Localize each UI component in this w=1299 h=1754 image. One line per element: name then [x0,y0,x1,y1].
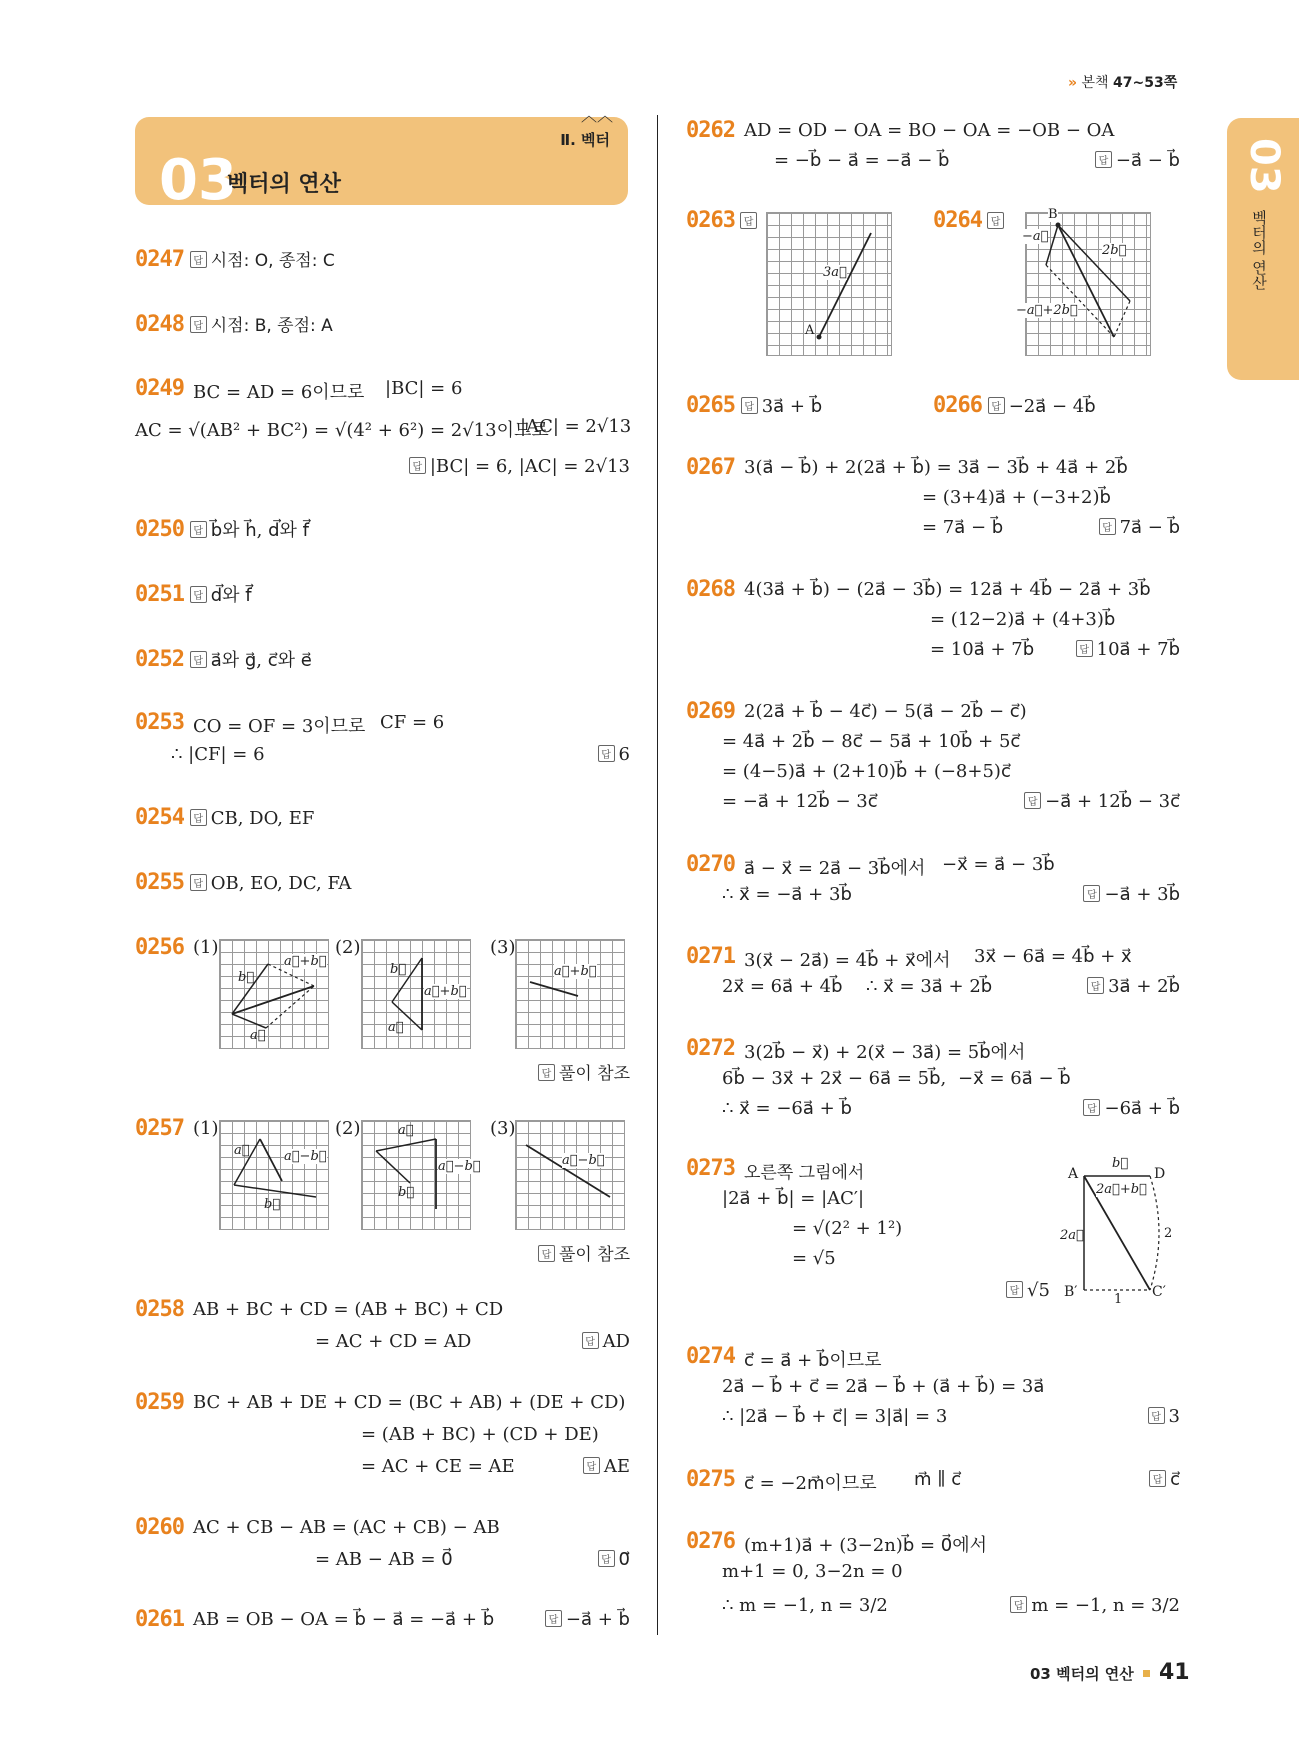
answer-mark-icon: 답 [598,745,615,762]
solution-line: −x⃗ = a⃗ − 3b⃗ [942,854,1055,875]
answer-mark-icon: 답 [538,1245,555,1262]
vector-label: a⃗ [234,1143,250,1158]
answer-mark-icon: 답 [988,397,1005,414]
problem-0271 [686,944,1180,1006]
problem-0263 [686,208,906,358]
answer-line [1095,150,1180,171]
solution-line: = (AB + BC) + (CD + DE) [361,1424,599,1445]
point-label: B′ [1064,1284,1078,1300]
length-label: 2 [1164,1226,1173,1241]
solution-line: = 10a⃗ + 7b⃗ [930,639,1035,660]
vector-grid [361,939,471,1049]
answer-line [1149,1469,1180,1490]
answer-text: −a⃗ + 3b⃗ [1104,884,1180,905]
answer-text: −a⃗ + b⃗ [565,1609,630,1630]
problem-number: 0258 [135,1297,184,1322]
problem-number: 0264 [933,208,982,233]
problem-0256 [135,935,630,1085]
subpart-label: (2) [335,1118,361,1139]
problem-0272 [686,1036,1180,1128]
solution-line: |BC| = 6 [385,378,463,399]
vector-grid [219,939,329,1049]
answer-mark-icon: 답 [1083,1099,1100,1116]
problem-0266 [933,393,1096,418]
vector-label: a⃗+b⃗ [424,984,467,999]
solution-line: 2(2a⃗ + b⃗ − 4c⃗) − 5(a⃗ − 2b⃗ − c⃗) [744,701,1027,722]
vector-label: a⃗−b⃗ [284,1149,327,1164]
answer-text: √5 [1027,1280,1050,1301]
problem-number: 0250 [135,517,184,542]
problem-0251 [135,581,252,607]
solution-line: = −a⃗ + 12b⃗ − 3c⃗ [722,791,878,812]
solution-line: ∴ x⃗ = 3a⃗ + 2b⃗ [866,976,993,997]
problem-number: 0267 [686,455,735,480]
problem-0255 [135,870,351,895]
side-tab-title: 벡터의 연산 [1250,210,1268,290]
solution-line: 4(3a⃗ + b⃗) − (2a⃗ − 3b⃗) = 12a⃗ + 4b⃗ − 2a⃗ + 3b⃗ [744,579,1151,600]
problem-number: 0273 [686,1156,735,1181]
answer-text: 3a⃗ + b⃗ [761,396,823,417]
point-label: C′ [1152,1284,1166,1300]
solution-line: 3(2b⃗ − x⃗) + 2(x⃗ − 3a⃗) = 5b⃗에서 [744,1042,1026,1063]
solution-line: (m+1)a⃗ + (3−2n)b⃗ = 0⃗에서 [744,1535,988,1556]
answer-line [583,1456,630,1477]
problem-number: 0247 [135,247,184,272]
solution-line: ∴ m = −1, n = 3/2 [722,1595,888,1616]
vector-label: b⃗ [390,962,407,977]
solution-line: 3(x⃗ − 2a⃗) = 4b⃗ + x⃗에서 [744,950,951,971]
answer-mark-icon: 답 [1148,1407,1165,1424]
answer-line [538,1059,630,1084]
subpart-label: (1) [193,937,219,958]
vector-label: a⃗+b⃗ [284,954,327,969]
vector-label: 2a⃗+b⃗ [1096,1182,1147,1197]
vector-grid [766,212,892,356]
subpart-label: (3) [490,1118,516,1139]
answer-line [409,456,630,477]
answer-text: a⃗와 g⃗, c⃗와 e⃗ [210,650,312,671]
problem-0262 [686,118,1180,178]
vector-label: 3a⃗ [823,265,847,280]
solution-line: a⃗ − x⃗ = 2a⃗ − 3b⃗에서 [744,858,926,879]
vector-grid [1016,207,1151,356]
answer-mark-icon: 답 [1083,885,1100,902]
length-label: 1 [1114,1292,1123,1307]
answer-text: 풀이 참조 [558,1064,630,1084]
problem-number: 0263 [686,208,735,233]
answer-mark-icon: 답 [190,521,207,538]
solution-line: m+1 = 0, 3−2n = 0 [722,1561,903,1582]
point-label: B [1048,207,1058,222]
footer-square-icon [1143,1670,1150,1677]
answer-mark-icon: 답 [190,651,207,668]
solution-line: 2a⃗ − b⃗ + c⃗ = 2a⃗ − b⃗ + (a⃗ + b⃗) = 3a⃗ [722,1376,1045,1397]
page-ref-pages: 47~53쪽 [1113,75,1178,91]
answer-mark-icon: 답 [190,586,207,603]
problem-0270 [686,852,1180,914]
problem-0250 [135,516,309,542]
answer-mark-icon: 답 [545,1610,562,1627]
problem-0253 [135,710,630,770]
problem-0258 [135,1297,630,1357]
answer-line [582,1331,630,1352]
answer-mark-icon: 답 [598,1550,615,1567]
answer-mark-icon: 답 [190,874,207,891]
answer-text: OB, EO, DC, FA [210,873,352,894]
answer-text: −6a⃗ + b⃗ [1104,1098,1180,1119]
vector-label: a⃗−b⃗ [438,1159,481,1174]
solution-line: m⃗ ∥ c⃗ [914,1469,962,1490]
header-decor-icon: ︿︿ [581,106,614,125]
problem-number: 0275 [686,1467,735,1492]
vector-figure [516,1121,624,1229]
solution-line: AC = √(AB² + BC²) = √(4² + 6²) = 2√13이므로 [135,420,549,441]
problem-0267 [686,455,1180,547]
solution-line: BC + AB + DE + CD = (BC + AB) + (DE + CD) [193,1392,626,1413]
vector-figure [516,940,624,1048]
answer-text: m = −1, n = 3/2 [1031,1595,1180,1616]
solution-line: c⃗ = −2m⃗이므로 [744,1473,877,1494]
answer-line [1087,976,1180,997]
vector-grid [515,939,625,1049]
problem-0261 [135,1607,630,1637]
problem-0274 [686,1344,1180,1436]
problem-number: 0274 [686,1344,735,1369]
answer-mark-icon: 답 [190,809,207,826]
solution-line: = √5 [792,1248,836,1269]
subpart-label: (2) [335,937,361,958]
answer-line [1076,639,1180,660]
answer-line [598,1549,630,1570]
answer-mark-icon: 답 [987,212,1004,229]
solution-line: |AC| = 2√13 [520,416,632,437]
answer-mark-icon: 답 [1095,151,1112,168]
answer-text: AE [603,1456,630,1477]
answer-mark-icon: 답 [409,457,426,474]
answer-text: 7a⃗ − b⃗ [1119,517,1180,538]
side-tab[interactable] [1227,118,1299,380]
answer-text: 3 [1168,1406,1180,1427]
solution-line: = AC + CD = AD [315,1331,472,1352]
problem-number: 0268 [686,577,735,602]
solution-line: = AC + CE = AE [361,1456,515,1477]
footer-label: 03 벡터의 연산 [1030,1665,1134,1683]
answer-text: c⃗ [1170,1469,1180,1490]
answer-mark-icon: 답 [190,251,207,268]
problem-0264 [933,208,1183,358]
answer-mark-icon: 답 [740,212,757,229]
problem-number: 0256 [135,935,184,960]
solution-line: ∴ |2a⃗ − b⃗ + c⃗| = 3|a⃗| = 3 [722,1406,948,1427]
problem-0273 [686,1156,1180,1316]
solution-line: CF = 6 [380,712,445,733]
answer-mark-icon: 답 [1024,792,1041,809]
answer-mark-icon: 답 [190,316,207,333]
page-reference [1068,72,1177,92]
answer-text: 시점: B, 종점: A [210,316,333,336]
page-number: 41 [1158,1660,1190,1685]
answer-line [1099,517,1180,538]
answer-line [1148,1406,1180,1427]
answer-text: 3a⃗ + 2b⃗ [1108,976,1180,997]
answer-text: d⃗와 f⃗ [210,585,252,606]
answer-line [1083,884,1180,905]
problem-number: 0261 [135,1607,184,1632]
problem-number: 0265 [686,393,735,418]
section-title: 벡터의 연산 [227,172,341,197]
vector-label: −a⃗+2b⃗ [1016,303,1078,318]
answer-text: CB, DO, EF [210,808,315,829]
vector-label: −a⃗ [1022,229,1049,244]
page-ref-label: 본책 [1081,75,1109,91]
problem-0275 [686,1467,1180,1497]
problem-0259 [135,1390,630,1482]
answer-mark-icon: 답 [741,397,758,414]
vector-grid [219,1120,329,1230]
point-label: A [1068,1166,1079,1182]
answer-mark-icon: 답 [1099,518,1116,535]
problem-number: 0266 [933,393,982,418]
problem-number: 0276 [686,1529,735,1554]
answer-text: b⃗와 h⃗, d⃗와 f⃗ [210,520,309,541]
answer-text: 10a⃗ + 7b⃗ [1096,639,1180,660]
answer-text: 0⃗ [618,1549,630,1570]
solution-line: 2x⃗ = 6a⃗ + 4b⃗ [722,976,843,997]
problem-number: 0253 [135,710,184,735]
problem-number: 0269 [686,699,735,724]
problem-number: 0255 [135,870,184,895]
solution-line: ∴ x⃗ = −6a⃗ + b⃗ [722,1098,852,1119]
problem-0265 [686,393,822,418]
solution-line: = AB − AB = 0⃗ [315,1549,453,1570]
problem-0254 [135,805,314,830]
vector-label: a⃗−b⃗ [562,1153,605,1168]
problem-0248 [135,311,333,337]
subpart-label: (3) [490,937,516,958]
answer-line [1010,1595,1180,1616]
solution-line: = √(2² + 1²) [792,1218,903,1239]
solution-line: = (3+4)a⃗ + (−3+2)b⃗ [922,487,1111,508]
side-tab-number: 03 [1241,138,1287,194]
solution-line: = −b⃗ − a⃗ = −a⃗ − b⃗ [774,150,950,171]
solution-line: |2a⃗ + b⃗| = |AC′| [722,1188,865,1209]
answer-mark-icon: 답 [582,1332,599,1349]
solution-line: ∴ x⃗ = −a⃗ + 3b⃗ [722,884,852,905]
solution-line: = 4a⃗ + 2b⃗ − 8c⃗ − 5a⃗ + 10b⃗ + 5c⃗ [722,731,1021,752]
subpart-label: (1) [193,1118,219,1139]
answer-mark-icon: 답 [1087,977,1104,994]
column-divider [657,115,658,1635]
double-chevron-icon: » [1068,75,1078,91]
solution-line: = (4−5)a⃗ + (2+10)b⃗ + (−8+5)c⃗ [722,761,1011,782]
vector-grid [515,1120,625,1230]
problem-number: 0248 [135,312,184,337]
point-label: A [805,323,815,338]
problem-number: 0271 [686,944,735,969]
problem-0276 [686,1529,1180,1629]
solution-line: CO = OF = 3이므로 [193,716,366,737]
answer-text: |BC| = 6, |AC| = 2√13 [429,456,630,477]
solution-line: 3(a⃗ − b⃗) + 2(2a⃗ + b⃗) = 3a⃗ − 3b⃗ + 4a⃗ + 2b⃗ [744,457,1128,478]
rectangle-figure [1060,1156,1180,1310]
section-number: 03 [159,148,237,213]
problem-number: 0262 [686,118,735,143]
vector-label: 2a⃗ [1060,1228,1084,1243]
solution-line: c⃗ = a⃗ + b⃗이므로 [744,1350,882,1371]
vector-label: a⃗ [398,1123,414,1138]
answer-line [538,1240,630,1265]
answer-mark-icon: 답 [1006,1281,1023,1298]
problem-number: 0260 [135,1515,184,1540]
problem-0249 [135,376,630,486]
solution-line: 3x⃗ − 6a⃗ = 4b⃗ + x⃗ [974,946,1132,967]
answer-text: 6 [618,744,630,765]
answer-mark-icon: 답 [538,1064,555,1081]
problem-number: 0257 [135,1116,184,1141]
solution-line: = 7a⃗ − b⃗ [922,517,1004,538]
section-header [135,106,628,213]
problem-0247 [135,246,335,272]
vector-label: a⃗ [388,1020,404,1035]
problem-0252 [135,646,312,672]
problem-number: 0251 [135,582,184,607]
vector-figure [362,1121,470,1229]
page-footer [1030,1660,1190,1685]
vector-grid [361,1120,481,1230]
chapter-label: Ⅱ. 벡터 [560,131,610,149]
vector-label: b⃗ [398,1185,415,1200]
solution-line: AD = OD − OA = BO − OA = −OB − OA [744,120,1115,141]
problem-number: 0272 [686,1036,735,1061]
answer-text: −a⃗ + 12b⃗ − 3c⃗ [1045,791,1180,812]
problem-0269 [686,699,1180,823]
vector-label: b⃗ [1112,1156,1129,1171]
solution-line: BC = AD = 6이므로 [193,382,365,403]
answer-mark-icon: 답 [1149,1470,1166,1487]
problem-number: 0259 [135,1390,184,1415]
solution-line: −x⃗ = 6a⃗ − b⃗ [958,1068,1071,1089]
point-label: D [1154,1166,1166,1182]
solution-line: 6b⃗ − 3x⃗ + 2x⃗ − 6a⃗ = 5b⃗, [722,1068,947,1089]
vector-label: a⃗ [250,1028,266,1043]
solution-line: = (12−2)a⃗ + (4+3)b⃗ [930,609,1116,630]
answer-mark-icon: 답 [1076,640,1093,657]
answer-text: −2a⃗ − 4b⃗ [1008,396,1096,417]
problem-number: 0270 [686,852,735,877]
answer-line [1024,791,1180,812]
vector-label: b⃗ [238,970,255,985]
answer-line [1083,1098,1180,1119]
vector-label: a⃗+b⃗ [554,964,597,979]
solution-line: AB + BC + CD = (AB + BC) + CD [193,1299,504,1320]
answer-line [545,1609,630,1630]
answer-text: 시점: O, 종점: C [210,251,335,271]
vector-label: 2b⃗ [1102,243,1127,258]
vector-figure [220,1121,328,1229]
solution-line: AB = OB − OA = b⃗ − a⃗ = −a⃗ + b⃗ [193,1609,495,1630]
answer-mark-icon: 답 [1010,1596,1027,1613]
answer-line [1006,1280,1050,1301]
answer-line [598,744,630,765]
solution-line: ∴ |CF| = 6 [171,744,265,765]
answer-text: AD [602,1331,630,1352]
solution-line: 오른쪽 그림에서 [744,1163,865,1183]
problem-number: 0249 [135,376,184,401]
answer-text: 풀이 참조 [558,1245,630,1265]
problem-number: 0254 [135,805,184,830]
problem-0268 [686,577,1180,669]
solution-line: AC + CB − AB = (AC + CB) − AB [193,1517,500,1538]
vector-figure [767,213,891,355]
problem-0260 [135,1515,630,1575]
answer-text: −a⃗ − b⃗ [1115,150,1180,171]
problem-0257 [135,1116,630,1266]
answer-mark-icon: 답 [583,1457,600,1474]
problem-number: 0252 [135,647,184,672]
vector-label: b⃗ [264,1197,281,1212]
